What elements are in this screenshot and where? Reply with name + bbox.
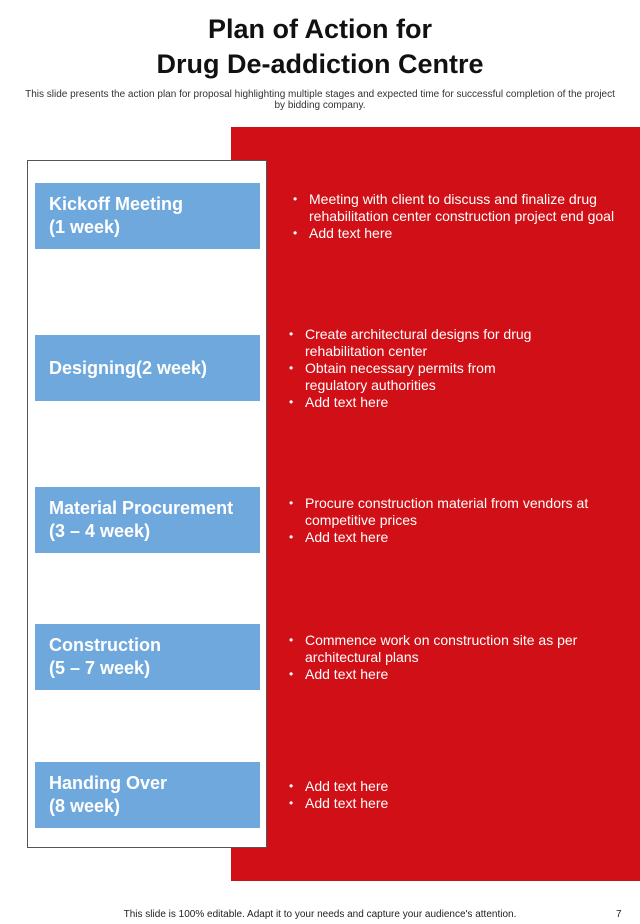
stage-bullets-handing-over [286, 778, 626, 812]
stage-name: Construction [49, 635, 161, 655]
stage-name: Material Procurement [49, 498, 234, 518]
footer-note: This slide is 100% editable. Adapt it to your needs and capture your audience's attention. [123, 909, 517, 920]
stage-duration: (1 week) [49, 217, 121, 237]
stage-box-kickoff [35, 183, 260, 249]
stage-name: Kickoff Meeting [49, 194, 184, 214]
stage-box-material-procurement [35, 487, 260, 553]
bullet-item: • Add text here [286, 529, 606, 546]
stage-box-designing [35, 335, 260, 401]
stage-name: Designing(2 week) [49, 357, 208, 378]
bullet-item: • Create architectural designs for drug rehabilitation center [286, 326, 546, 360]
stage-box-construction [35, 624, 260, 690]
page-title [0, 12, 640, 82]
stage-duration: (8 week) [49, 796, 121, 816]
page-number: 7 [616, 909, 622, 920]
bullet-item: • Add text here [286, 394, 546, 411]
bullet-item: • Procure construction material from vendors at competitive prices [286, 495, 606, 529]
bullet-item: • Add text here [290, 225, 630, 242]
stage-box-handing-over [35, 762, 260, 828]
stage-bullets-construction [286, 632, 596, 683]
bullet-item: • Add text here [286, 666, 596, 683]
title-line-2: Drug De-addiction Centre [156, 49, 484, 79]
stage-name: Handing Over [49, 773, 168, 793]
bullet-item: • Commence work on construction site as per architectural plans [286, 632, 596, 666]
bullet-item: • Add text here [286, 795, 626, 812]
bullet-item: • Meeting with client to discuss and finalize drug rehabilitation center construction project end goal [290, 191, 630, 225]
title-line-1: Plan of Action for [208, 14, 432, 44]
stage-duration: (3 – 4 week) [49, 521, 151, 541]
bullet-item: • Obtain necessary permits from regulatory authorities [286, 360, 546, 394]
stage-bullets-material-procurement [286, 495, 606, 546]
page-subtitle: This slide presents the action plan for proposal highlighting multiple stages and expected time for successful completion of the project by bidding company. [25, 89, 615, 111]
stage-bullets-kickoff [290, 191, 630, 242]
bullet-item: • Add text here [286, 778, 626, 795]
stage-duration: (5 – 7 week) [49, 658, 151, 678]
stage-bullets-designing [286, 326, 546, 411]
